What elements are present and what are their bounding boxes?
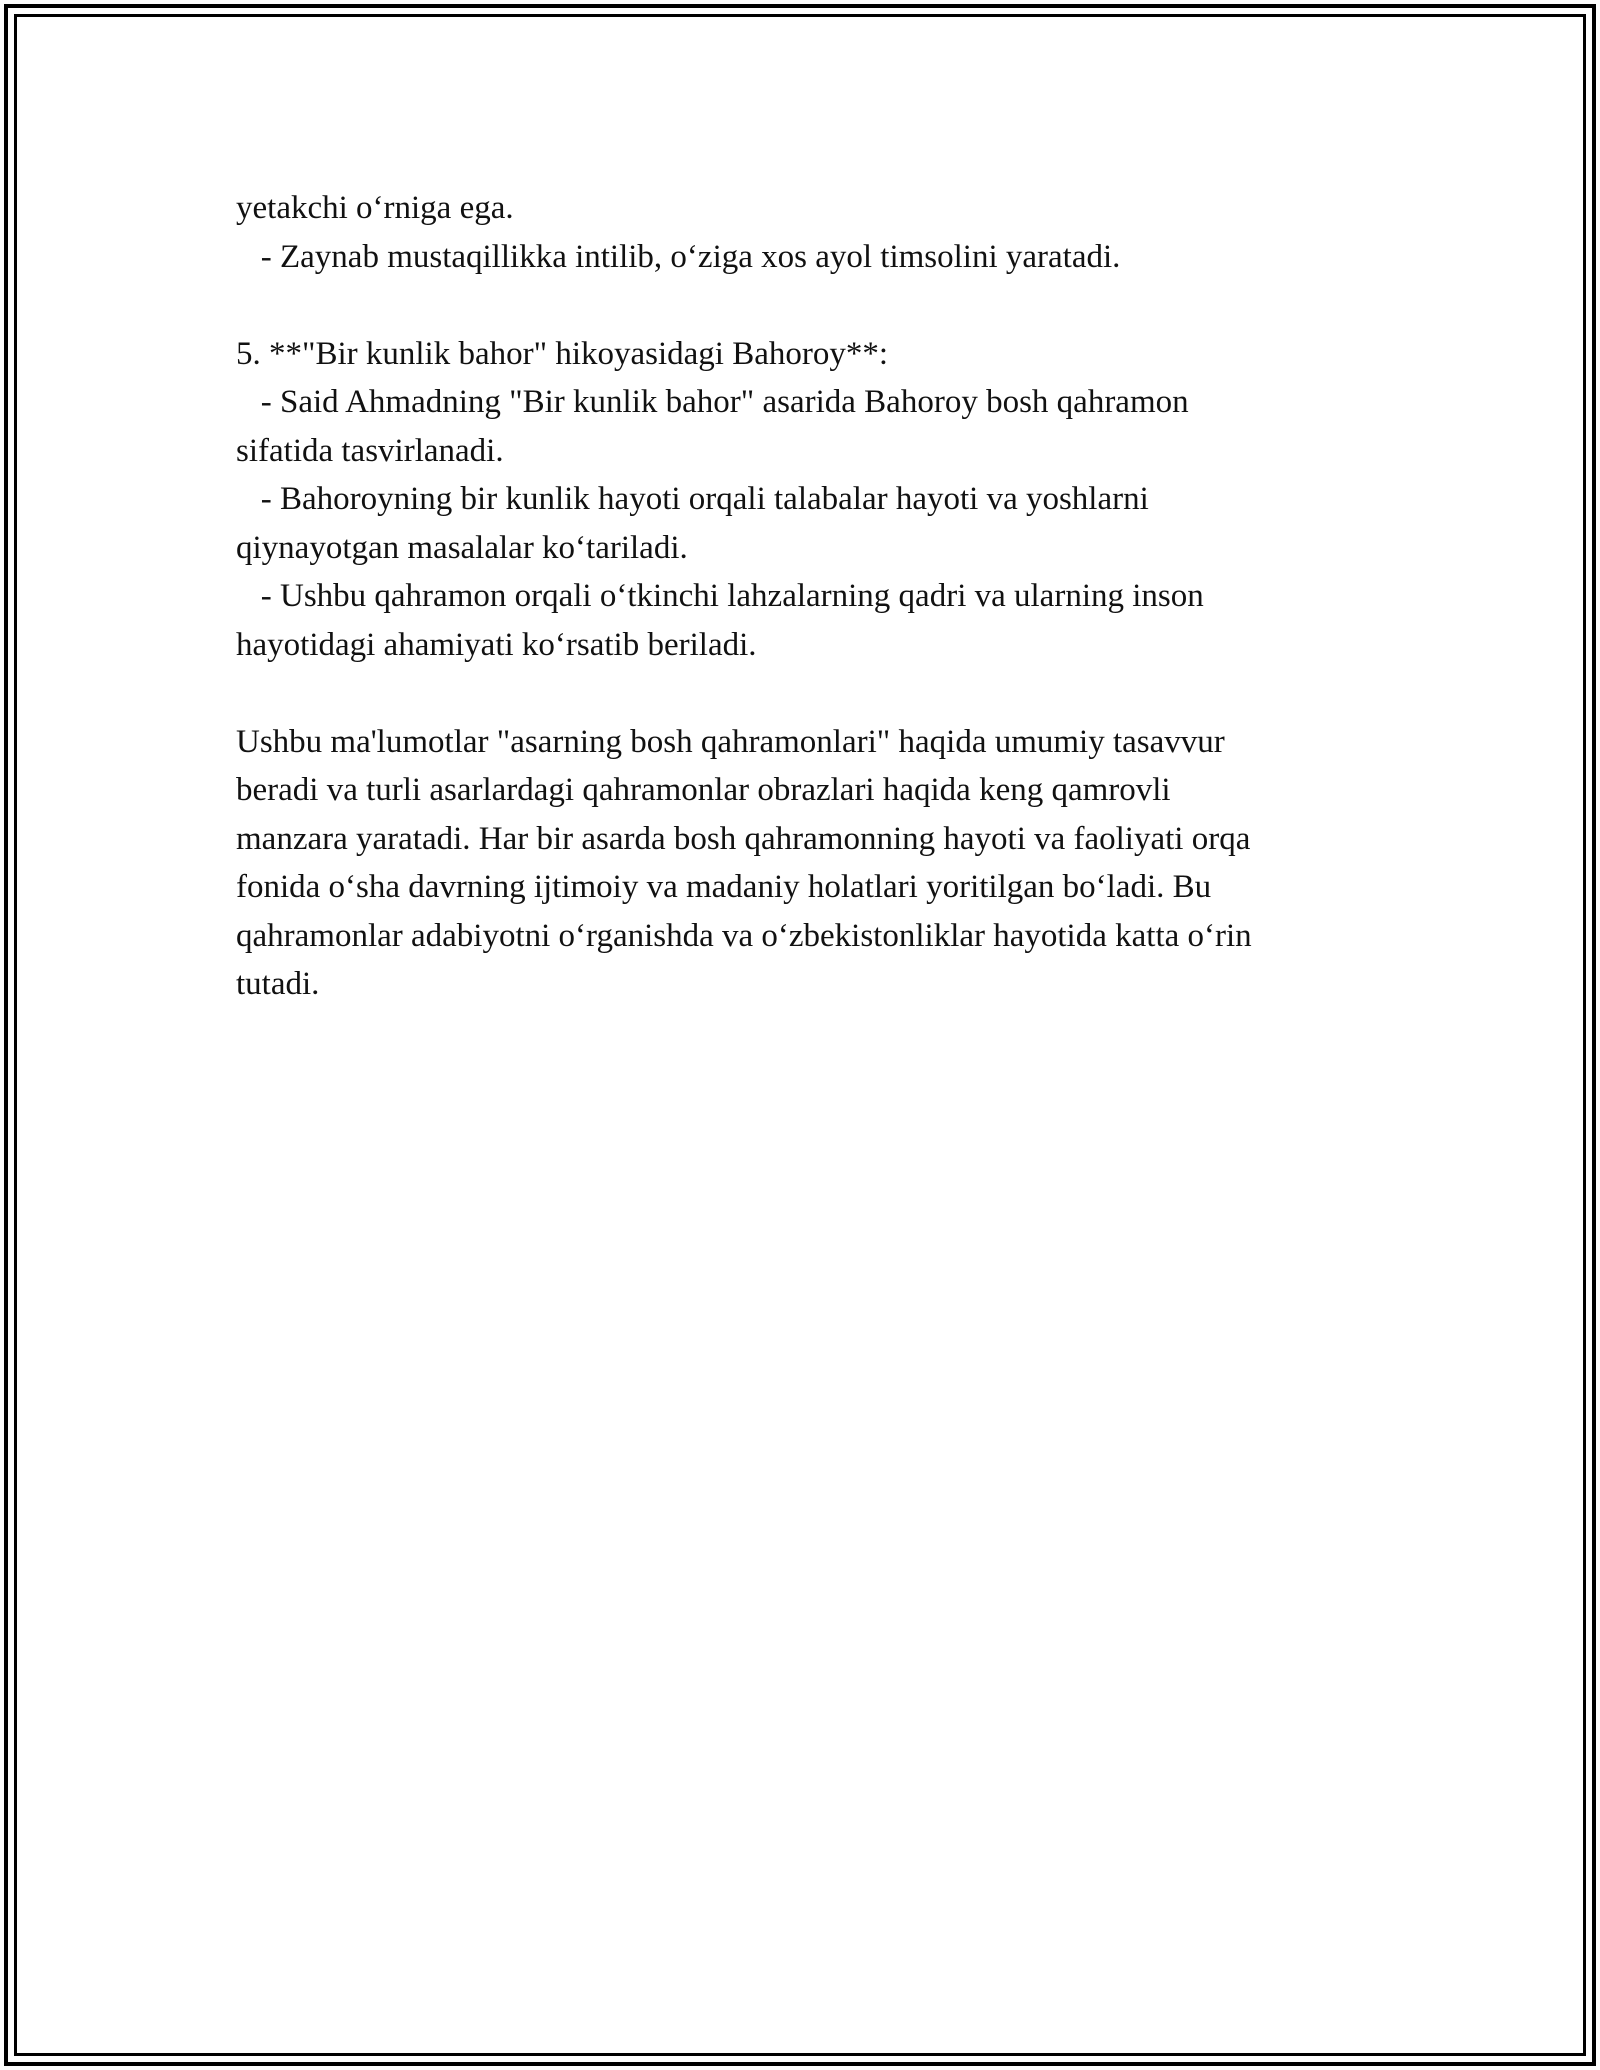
section-heading: 5. **"Bir kunlik bahor" hikoyasidagi Bahoroy**: — [236, 335, 889, 372]
text-line: qiynayotgan masalalar ko‘tariladi. — [236, 529, 688, 566]
summary-paragraph-line: qahramonlar adabiyotni o‘rganishda va o‘zbekistonliklar hayotida katta o‘rin — [236, 917, 1252, 954]
list-item-line: - Said Ahmadning "Bir kunlik bahor" asarida Bahoroy bosh qahramon — [236, 384, 1189, 420]
summary-paragraph-line: fonida o‘sha davrning ijtimoiy va madaniy holatlari yoritilgan bo‘ladi. Bu — [236, 869, 1212, 905]
list-item-line: - Zaynab mustaqillikka intilib, o‘ziga xos ayol timsolini yaratadi. — [236, 238, 1121, 275]
summary-paragraph-line: beradi va turli asarlardagi qahramonlar obrazlari haqida keng qamrovli — [236, 772, 1171, 808]
list-item-line: - Bahoroyning bir kunlik hayoti orqali talabalar hayoti va yoshlarni — [236, 481, 1149, 517]
summary-paragraph-line: Ushbu ma'lumotlar "asarning bosh qahramonlari" haqida umumiy tasavvur — [236, 723, 1225, 760]
summary-paragraph-line: manzara yaratadi. Har bir asarda bosh qahramonning hayoti va faoliyati orqa — [236, 820, 1251, 857]
text-line: sifatida tasvirlanadi. — [236, 432, 504, 469]
blank-line — [236, 281, 1386, 330]
text-line: yetakchi o‘rniga ega. — [236, 190, 514, 226]
document-body — [236, 184, 1386, 1009]
list-item-line: - Ushbu qahramon orqali o‘tkinchi lahzalarning qadri va ularning inson — [236, 578, 1204, 614]
blank-line — [236, 669, 1386, 718]
text-line: hayotidagi ahamiyati ko‘rsatib beriladi. — [236, 626, 757, 663]
summary-paragraph-line: tutadi. — [236, 966, 320, 1002]
